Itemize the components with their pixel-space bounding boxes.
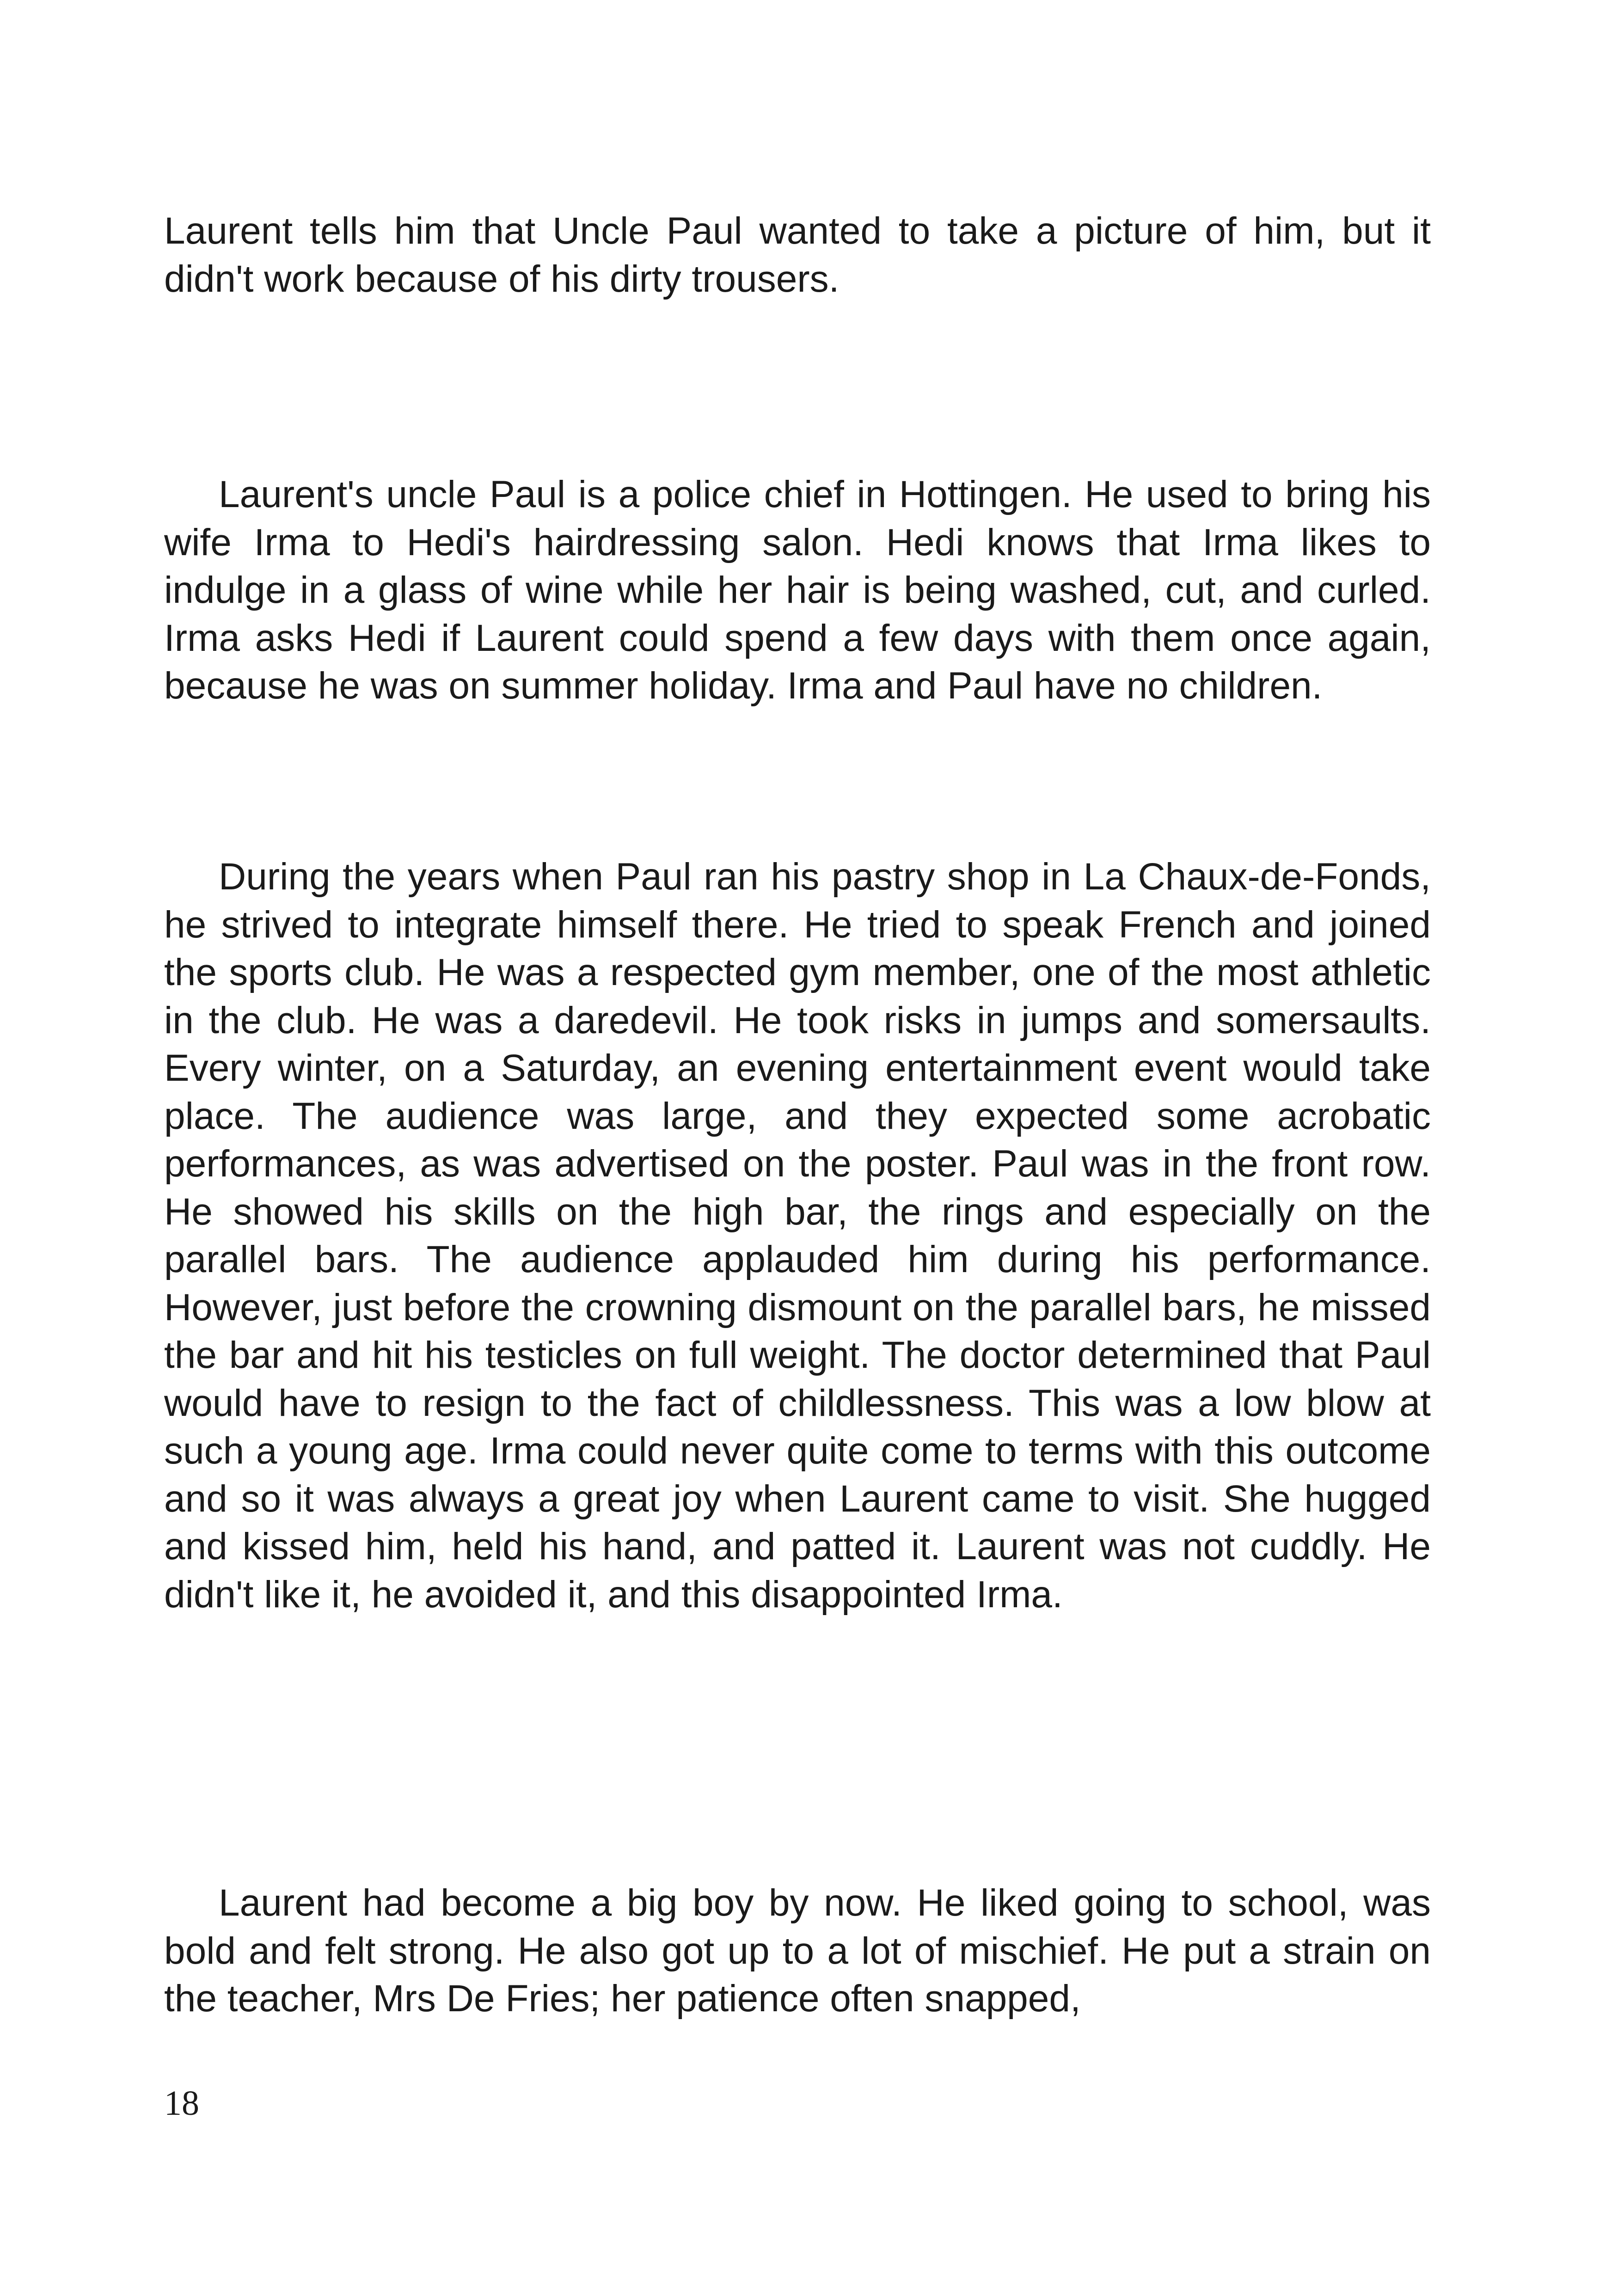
paragraph-1: Laurent tells him that Uncle Paul wanted to take a picture of him, but it didn't work because of his dirty trousers. [164,210,1431,300]
page-number: 18 [164,2084,199,2123]
paragraph-4: Laurent had become a big boy by now. He liked going to school, was bold and felt strong. He also got up to a lot of mischief. He put a strain on the teacher, Mrs De Fries; her patience often snapped, [164,1882,1431,2020]
paragraph-2: Laurent's uncle Paul is a police chief in Hottingen. He used to bring his wife Irma to Hedi's hairdressing salon. Hedi knows that Irma likes to indulge in a glass of wine while her hair is being washed, cut, and curled. Irma asks Hedi if Laurent could spend a few days with them once again, because he was on summer holiday. Irma and Paul have no children. [164,473,1431,707]
paragraph-3: During the years when Paul ran his pastry shop in La Chaux-de-Fonds, he strived to integrate himself there. He tried to speak French and joined the sports club. He was a respected gym member, one of the most athletic in the club. He was a daredevil. He took risks in jumps and somersaults. Every winter, on a Saturday, an evening entertainment event would take place. The audience was large, and they expected some acrobatic performances, as was advertised on the poster. Paul was in the front row. He showed his skills on the high bar, the rings and especially on the parallel bars. The audience applauded him during his performance. However, just before the crowning dismount on the parallel bars, he missed the bar and hit his testicles on full weight. The doctor determined that Paul would have to resign to the fact of childlessness. This was a low blow at such a young age. Irma could never quite come to terms with this outcome and so it was always a great joy when Laurent came to visit. She hugged and kissed him, held his hand, and patted it. Laurent was not cuddly. He didn't like it, he avoided it, and this disappointed Irma. [164,856,1431,1616]
